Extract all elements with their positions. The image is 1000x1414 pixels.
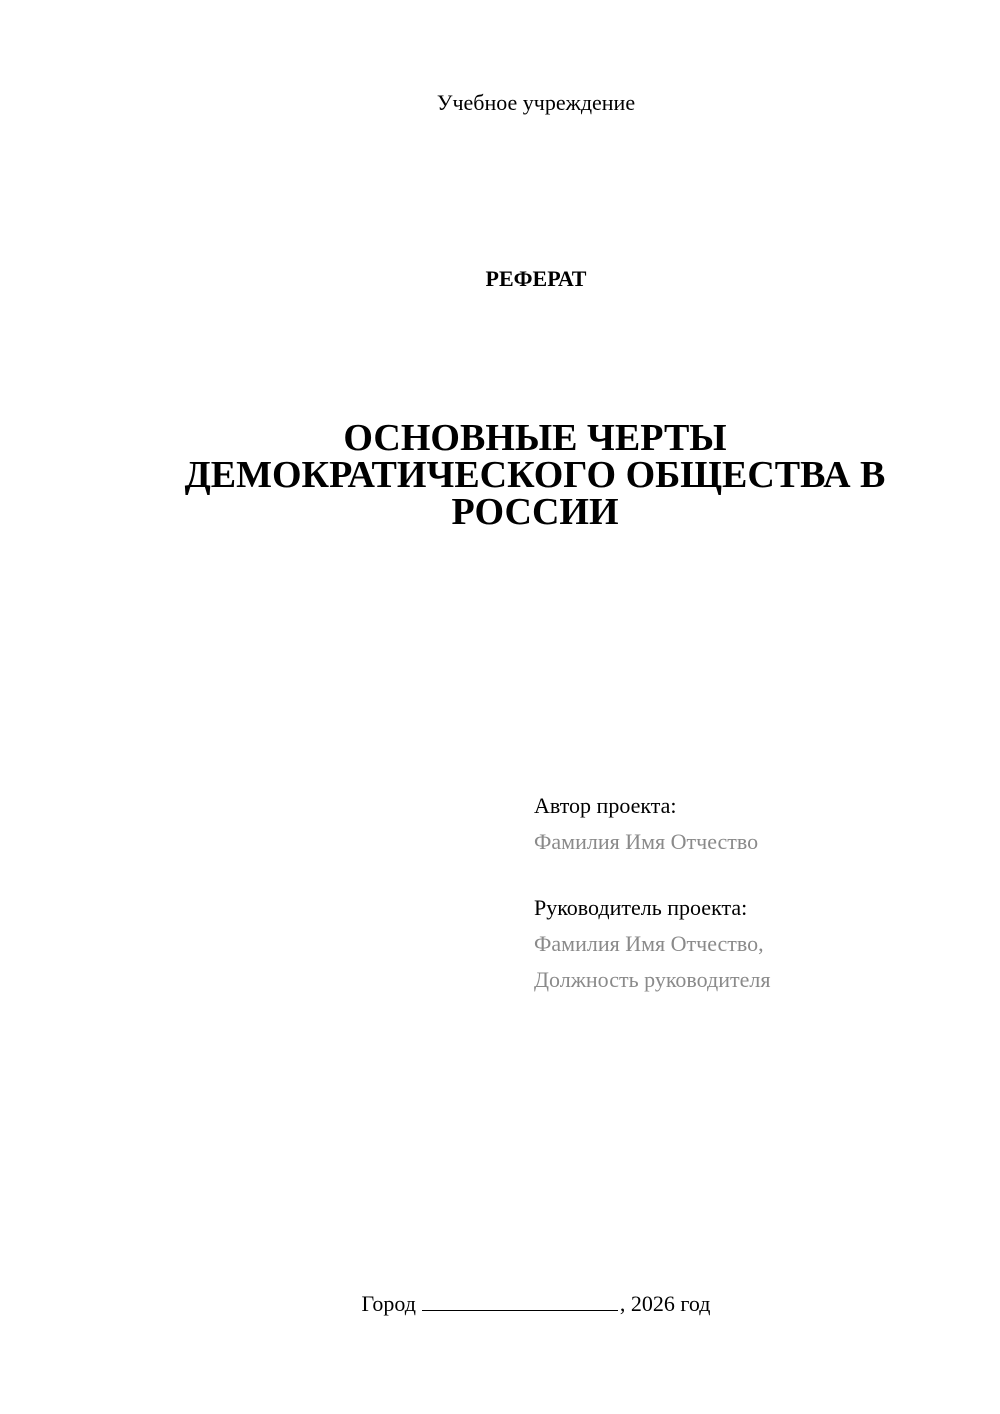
author-block <box>534 788 974 860</box>
title-line: ДЕМОКРАТИЧЕСКОГО ОБЩЕСТВА В <box>184 454 886 496</box>
project-credits <box>534 788 974 998</box>
supervisor-position: Должность руководителя <box>534 967 771 992</box>
city-year-line <box>0 1290 1000 1317</box>
supervisor-block <box>534 890 974 998</box>
document-title <box>150 417 920 533</box>
title-line: ОСНОВНЫЕ ЧЕРТЫ <box>343 417 727 459</box>
supervisor-name: Фамилия Имя Отчество, <box>534 931 764 956</box>
city-blank-line <box>422 1290 618 1311</box>
supervisor-label: Руководитель проекта: <box>534 895 748 920</box>
document-type-label: РЕФЕРАТ <box>485 266 587 291</box>
author-label: Автор проекта: <box>534 793 677 818</box>
year-text: , 2026 год <box>619 1291 711 1316</box>
title-line: РОССИИ <box>451 491 619 533</box>
author-name: Фамилия Имя Отчество <box>534 829 759 854</box>
city-label: Город <box>361 1291 416 1316</box>
institution-name: Учебное учреждение <box>436 90 636 115</box>
